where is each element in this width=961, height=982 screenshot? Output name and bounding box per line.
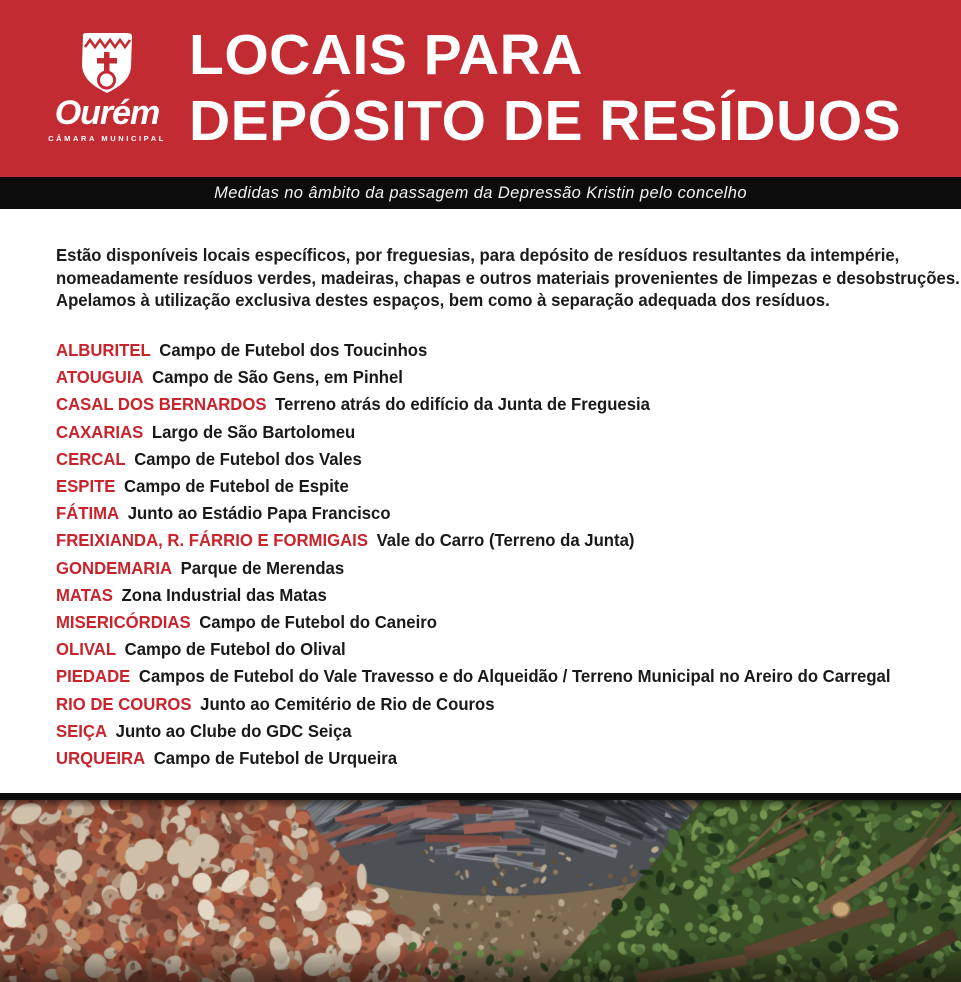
intro-line: nomeadamente resíduos verdes, madeiras, chapas e outros materiais provenientes de limpezas e desobstruções. [56,267,960,288]
subheader-banner [0,177,961,209]
location-row [56,419,890,446]
location-row [56,446,890,473]
parish-name: FÁTIMA [56,503,120,524]
locations-list [56,337,890,772]
intro-line: Apelamos à utilização exclusiva destes espaços, bem como à separação adequada dos resíduos. [56,290,830,310]
intro-paragraph [56,244,960,312]
location-row [56,691,890,718]
parish-name: MATAS [56,584,113,605]
title-line-1: LOCAIS PARA [189,23,583,87]
logo-subtitle: CÂMARA MUNICIPAL [48,134,166,143]
location-description: Vale do Carro (Terreno da Junta) [376,530,635,551]
location-row [56,636,890,663]
location-description: Campo de Futebol dos Toucinhos [159,340,428,360]
title-line-2: DEPÓSITO DE RESÍDUOS [189,89,902,153]
location-row [56,364,890,391]
location-description: Campos de Futebol do Vale Travesso e do Alqueidão / Terreno Municipal no Areiro do Carregal [138,666,891,687]
parish-name: PIEDADE [56,666,131,687]
location-row [56,555,890,582]
parish-name: CAXARIAS [56,421,144,442]
location-row [56,391,890,418]
location-description: Largo de São Bartolomeu [151,421,356,442]
location-row [56,527,890,554]
location-row [56,500,890,527]
parish-name: CASAL DOS BERNARDOS [56,394,267,415]
debris-photo [0,800,961,982]
logo-name: Ourém [54,94,160,132]
intro-line: Estão disponíveis locais específicos, por freguesias, para depósito de resíduos resultantes da intempérie, [56,245,900,265]
parish-name: ALBURITEL [56,340,151,360]
location-row [56,337,890,364]
location-row [56,609,890,636]
location-description: Terreno atrás do edifício da Junta de Freguesia [275,394,650,415]
parish-name: OLIVAL [56,639,117,660]
parish-name: MISERICÓRDIAS [56,612,191,633]
location-description: Campo de Futebol do Olival [124,639,346,660]
parish-name: RIO DE COUROS [56,693,192,714]
ourem-logo [42,31,172,143]
parish-name: ATOUGUIA [56,367,144,388]
content [0,209,961,793]
parish-name: FREIXIANDA, R. FÁRRIO E FORMIGAIS [56,530,368,551]
parish-name: SEIÇA [56,720,108,741]
location-description: Junto ao Clube do GDC Seiça [115,720,352,741]
page-title [189,22,901,154]
location-description: Junto ao Estádio Papa Francisco [127,503,391,524]
location-description: Campo de São Gens, em Pinhel [152,367,403,388]
parish-name: CERCAL [56,448,126,469]
location-description: Campo de Futebol do Caneiro [199,612,437,633]
location-description: Junto ao Cemitério de Rio de Couros [200,693,495,714]
location-row [56,473,890,500]
location-row [56,663,890,690]
divider [0,793,961,800]
location-description: Campo de Futebol de Espite [124,476,349,497]
header [0,0,961,177]
subheader-text: Medidas no âmbito da passagem da Depressão Kristin pelo concelho [214,183,747,202]
location-description: Campo de Futebol dos Vales [134,448,362,469]
location-row [56,718,890,745]
location-row [56,745,890,772]
location-row [56,582,890,609]
location-description: Campo de Futebol de Urqueira [153,748,398,769]
ourem-crest-icon [79,31,135,95]
parish-name: GONDEMARIA [56,557,173,578]
location-description: Zona Industrial das Matas [121,584,327,605]
parish-name: URQUEIRA [56,748,146,769]
location-description: Parque de Merendas [180,557,345,578]
parish-name: ESPITE [56,476,116,497]
